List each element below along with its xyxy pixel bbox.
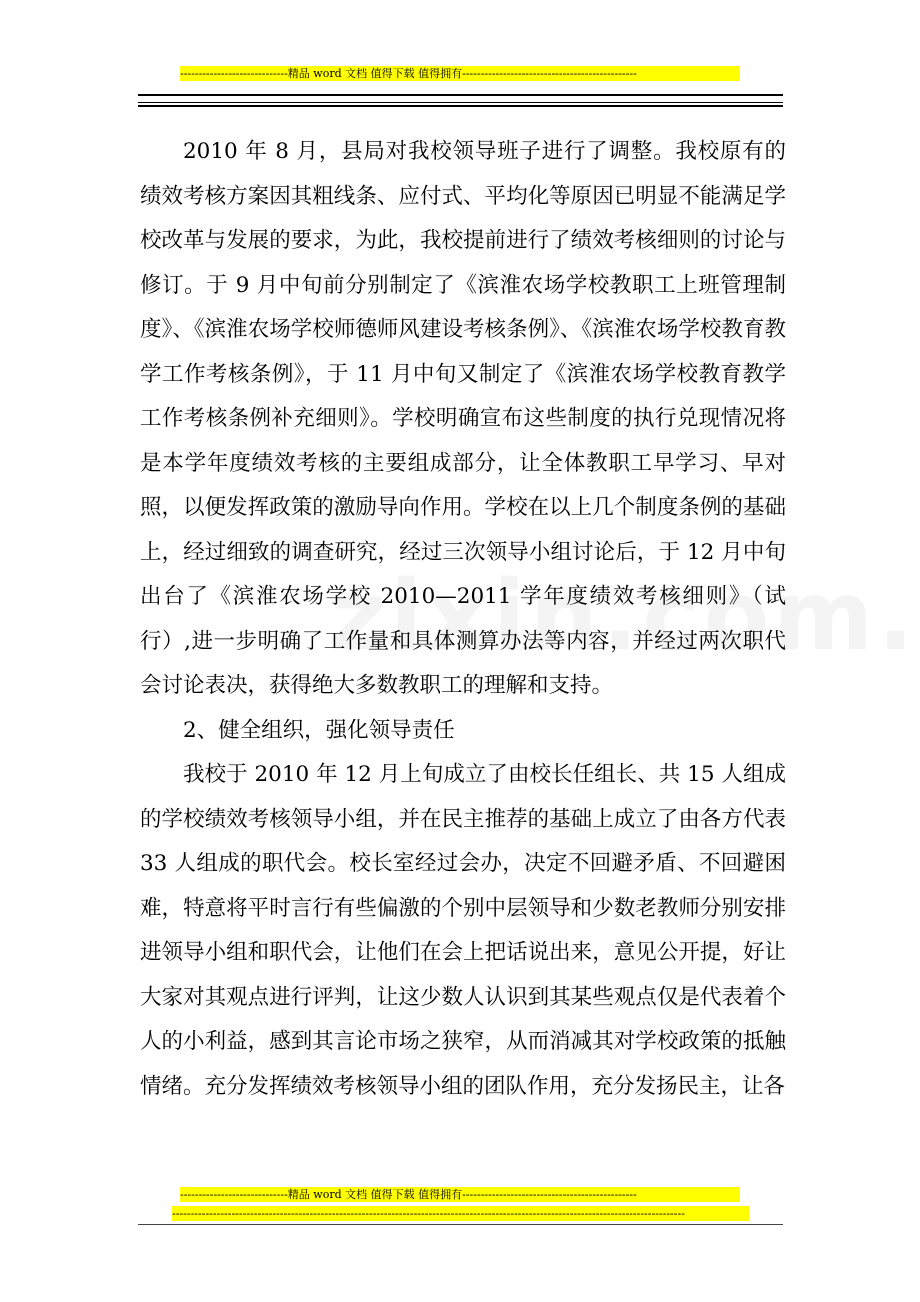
header-rule-bottom (138, 105, 783, 107)
paragraph-intro: 2010 年 8 月，县局对我校领导班子进行了调整。我校原有的绩效考核方案因其粗线条、应付式、平均化等原因已明显不能满足学校改革与发展的要求，为此，我校提前进行了绩效考核细则的讨论与修订。于 9 月中旬前分别制定了《滨淮农场学校教职工上班管理制度》、《滨淮农场学校师德师风建设考核条例》、《滨淮农场学校教育教学工作考核条例》，于 11 月中旬又制定了《滨淮农场学校教育教学工作考核条例补充细则》。学校明确宣布这些制度的执行兑现情况将是本学年度绩效考核的主要组成部分，让全体教职工早学习、早对照，以便发挥政策的激励导向作用。学校在以上几个制度条例的基础上，经过细致的调查研究，经过三次领导小组讨论后，于 12 月中旬出台了《滨淮农场学校 2010—2011 学年度绩效考核细则》（试行）,进一步明确了工作量和具体测算办法等内容，并经过两次职代会讨论表决，获得绝大多数教职工的理解和支持。 (140, 139, 786, 698)
header-banner: -----------------------------精品 word 文档 值得下载 值得拥有----------------------------------------------- (180, 66, 740, 81)
header-rule-thin (138, 102, 783, 103)
document-body (140, 130, 786, 1109)
section-heading: 2、健全组织，强化领导责任 (183, 717, 455, 743)
paragraph-organization: 我校于 2010 年 12 月上旬成立了由校长任组长、共 15 人组成的学校绩效考核领导小组，并在民主推荐的基础上成立了由各方代表 33 人组成的职代会。校长室经过会办，决定不回避矛盾、不回避困难，特意将平时言行有些偏激的个别中层领导和少数老教师分别安排进领导小组和职代会，让他们在会上把话说出来，意见公开提，好让大家对其观点进行评判，让这少数人认识到其某些观点仅是代表着个人的小利益，感到其言论市场之狭窄，从而消减其对学校政策的抵触情绪。充分发挥绩效考核领导小组的团队作用，充分发扬民主，让各 (140, 762, 786, 1099)
footer-dash-line: ------------------------------------------------------------------------------------------------------------------------------------------ (172, 1206, 749, 1221)
footer-rule (138, 1224, 783, 1225)
footer-banner: -----------------------------精品 word 文档 值得下载 值得拥有----------------------------------------------- (180, 1187, 740, 1202)
header-rule (138, 94, 783, 96)
